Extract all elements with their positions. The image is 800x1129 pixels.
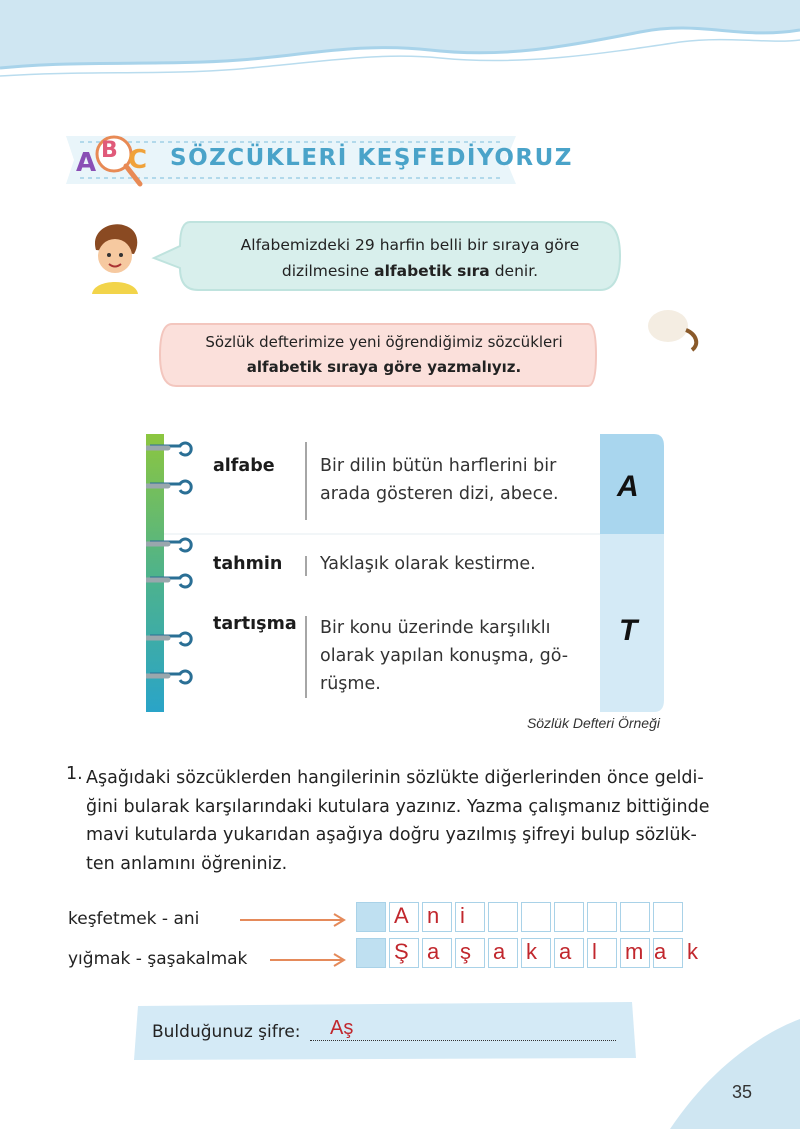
letter-box-grid (356, 902, 696, 972)
letter-box[interactable] (653, 902, 683, 932)
answer-input-line[interactable] (310, 1040, 616, 1041)
arrow-1-icon (238, 910, 348, 930)
handwritten-letter: A (394, 903, 409, 928)
entry-word-tartisma: tartışma (213, 614, 297, 634)
handwritten-letter: k (687, 939, 698, 964)
entry-word-tahmin: tahmin (213, 554, 283, 574)
question-line-4: ten anlamını öğreniniz. (86, 853, 288, 874)
bubble-2-line-2: alfabetik sıraya göre yazmalıyız. (246, 358, 522, 376)
answer-label: Bulduğunuz şifre: (152, 1022, 301, 1042)
question-line-2: ğini bularak karşılarındaki kutulara yazınız. Yazma çalışmanız bittiğinde (86, 796, 710, 817)
bubble-1-line-2-pre: dizilmesine (281, 262, 375, 280)
handwritten-letter: l (592, 939, 597, 964)
handwritten-letter: ş (460, 939, 471, 964)
arrow-2-icon (268, 950, 348, 970)
bubble-1-text (210, 232, 610, 284)
entry-def-tartisma-line-1: Bir konu üzerinde karşılıklı (320, 618, 551, 638)
logo-letter-c: C (128, 145, 148, 175)
handwritten-letter: a (654, 939, 667, 964)
section-title: SÖZCÜKLERİ KEŞFEDİYORUZ (170, 145, 573, 171)
handwritten-letter: m (625, 939, 644, 964)
letter-box[interactable] (521, 902, 551, 932)
handwritten-letter: i (460, 903, 465, 928)
entry-def-tartisma (320, 614, 582, 698)
entry-def-tahmin: Yaklaşık olarak kestirme. (320, 554, 536, 574)
bubble-1-line-1: Alfabemizdeki 29 harfin belli bir sıraya göre (240, 236, 580, 254)
letter-box[interactable] (620, 902, 650, 932)
pair-2-label: yığmak - şaşakalmak (68, 949, 248, 969)
handwritten-letter: Ş (394, 939, 409, 964)
letter-box[interactable] (587, 902, 617, 932)
bubble-2-text (176, 330, 592, 380)
page-number: 35 (732, 1082, 753, 1102)
handwritten-letter: a (493, 939, 506, 964)
pair-1-label: keşfetmek - ani (68, 909, 200, 929)
corner-wave-decoration (670, 1019, 800, 1129)
notebook-letter-a: A (617, 470, 639, 503)
question-text (86, 764, 766, 878)
entry-def-alfabe-line-1: Bir dilin bütün harflerini bir (320, 456, 557, 476)
entry-def-alfabe-line-2: arada gösteren dizi, abece. (320, 484, 559, 504)
logo-letter-a: A (76, 148, 97, 178)
entry-def-tartisma-line-3: rüşme. (320, 674, 381, 694)
entry-word-alfabe: alfabe (213, 456, 275, 476)
question-line-1: Aşağıdaki sözcüklerden hangilerinin sözlükte diğerlerinden önce geldi- (86, 768, 704, 788)
handwritten-letter: a (427, 939, 440, 964)
answer-handwriting: Aş (330, 1017, 354, 1039)
boy-illustration (82, 220, 146, 294)
notebook-caption: Sözlük Defteri Örneği (526, 715, 660, 731)
question-line-3: mavi kutularda yukarıdan aşağıya doğru yazılmış şifreyi bulup sözlük- (86, 825, 697, 845)
letter-box[interactable] (356, 938, 386, 968)
handwritten-letter: n (427, 903, 440, 928)
bubble-2-line-1: Sözlük defterimize yeni öğrendiğimiz sözcükleri (205, 333, 563, 351)
letter-box[interactable] (488, 902, 518, 932)
bubble-1-bold-term: alfabetik sıra (374, 262, 490, 280)
girl-illustration (642, 300, 704, 362)
bubble-1-line-2 (210, 258, 610, 284)
letter-box[interactable] (356, 902, 386, 932)
handwritten-letter: k (526, 939, 537, 964)
question-number: 1. (66, 764, 83, 784)
bubble-1-line-2-post: denir. (489, 262, 539, 280)
handwritten-letter: a (559, 939, 572, 964)
entry-def-tartisma-line-2: olarak yapılan konuşma, gö- (320, 646, 569, 666)
logo-letter-b: B (101, 138, 118, 163)
letter-box[interactable] (554, 902, 584, 932)
top-wave-decoration (0, 0, 800, 95)
notebook-letter-t: T (619, 614, 638, 647)
entry-def-alfabe (320, 452, 582, 508)
